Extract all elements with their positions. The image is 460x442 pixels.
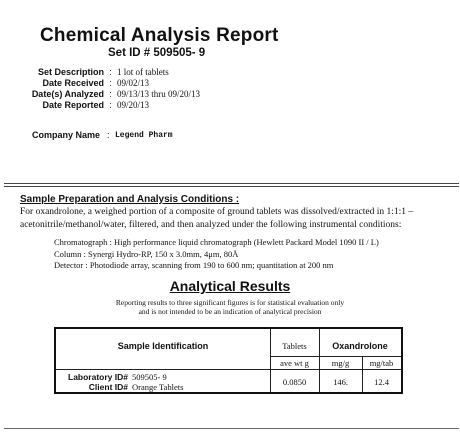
table-row-divider xyxy=(56,369,401,370)
chromatograph-line: Chromatograph : High performance liquid chromatograph (Hewlett Packard Model 1090 II / L) xyxy=(54,237,379,247)
prep-paragraph: For oxandrolone, a weighed portion of a composite of ground tablets was dissolved/extracted in 1:1:1 – acetonitrile/methanol/water, filtered, and then analyzed under the following instrumental conditions: xyxy=(20,207,414,230)
section-divider xyxy=(4,183,459,184)
tablets-header: Tablets xyxy=(282,341,307,351)
colon: : xyxy=(109,89,112,99)
colon: : xyxy=(109,78,112,88)
precision-note-line2: and is not intended to be an indication of analytical precision xyxy=(138,307,322,316)
mg-g-value: 146. xyxy=(333,377,348,387)
date-reported-label: Date Reported xyxy=(42,100,104,110)
sample-identification-header: Sample Identification xyxy=(117,341,209,351)
detector-line: Detector : Photodiode array, scanning from 190 to 600 nm; quantitation at 200 nm xyxy=(54,260,334,270)
page-bottom-rule xyxy=(4,428,459,429)
set-id: Set ID # 509505- 9 xyxy=(108,47,206,59)
meta-row-analyzed xyxy=(10,89,200,100)
set-description-label: Set Description xyxy=(37,67,104,77)
table-row-divider xyxy=(270,356,401,357)
meta-row-description xyxy=(10,67,169,78)
client-id-label: Client ID# xyxy=(88,382,128,392)
date-received-value: 09/02/13 xyxy=(117,78,150,88)
company-name-label: Company Name xyxy=(32,130,101,140)
client-id-value: Orange Tablets xyxy=(132,382,184,392)
colon: : xyxy=(107,130,110,140)
column-line: Column : Synergi Hydro-RP, 150 x 3.0mm, 4μm, 80Å xyxy=(54,249,239,259)
colon: : xyxy=(109,67,112,77)
date-analyzed-value: 09/13/13 thru 09/20/13 xyxy=(117,89,200,99)
section-divider xyxy=(4,186,459,187)
mg-tab-value: 12.4 xyxy=(374,377,389,387)
date-reported-value: 09/20/13 xyxy=(117,100,150,110)
ave-wt-value: 0.0850 xyxy=(282,377,307,387)
mg-g-unit: mg/g xyxy=(331,358,350,368)
date-received-label: Date Received xyxy=(42,78,104,88)
laboratory-id-value: 509505- 9 xyxy=(132,372,167,382)
laboratory-id-label: Laboratory ID# xyxy=(68,372,128,382)
meta-row-reported xyxy=(10,100,149,111)
colon: : xyxy=(109,100,112,110)
oxandrolone-header: Oxandrolone xyxy=(332,341,388,351)
company-name-value: Legend Pharm xyxy=(115,131,173,140)
date-analyzed-label: Date(s) Analyzed xyxy=(31,89,104,99)
prep-heading: Sample Preparation and Analysis Conditions : xyxy=(20,194,240,205)
results-table xyxy=(54,327,403,394)
ave-wt-unit: ave wt g xyxy=(280,358,309,368)
set-description-value: 1 lot of tablets xyxy=(117,67,169,77)
precision-note-line1: Reporting results to three significant figures is for statistical evaluation only xyxy=(115,298,345,307)
report-title: Chemical Analysis Report xyxy=(40,25,279,46)
mg-tab-unit: mg/tab xyxy=(369,358,394,368)
results-title: Analytical Results xyxy=(169,278,291,294)
meta-row-received xyxy=(10,78,149,89)
